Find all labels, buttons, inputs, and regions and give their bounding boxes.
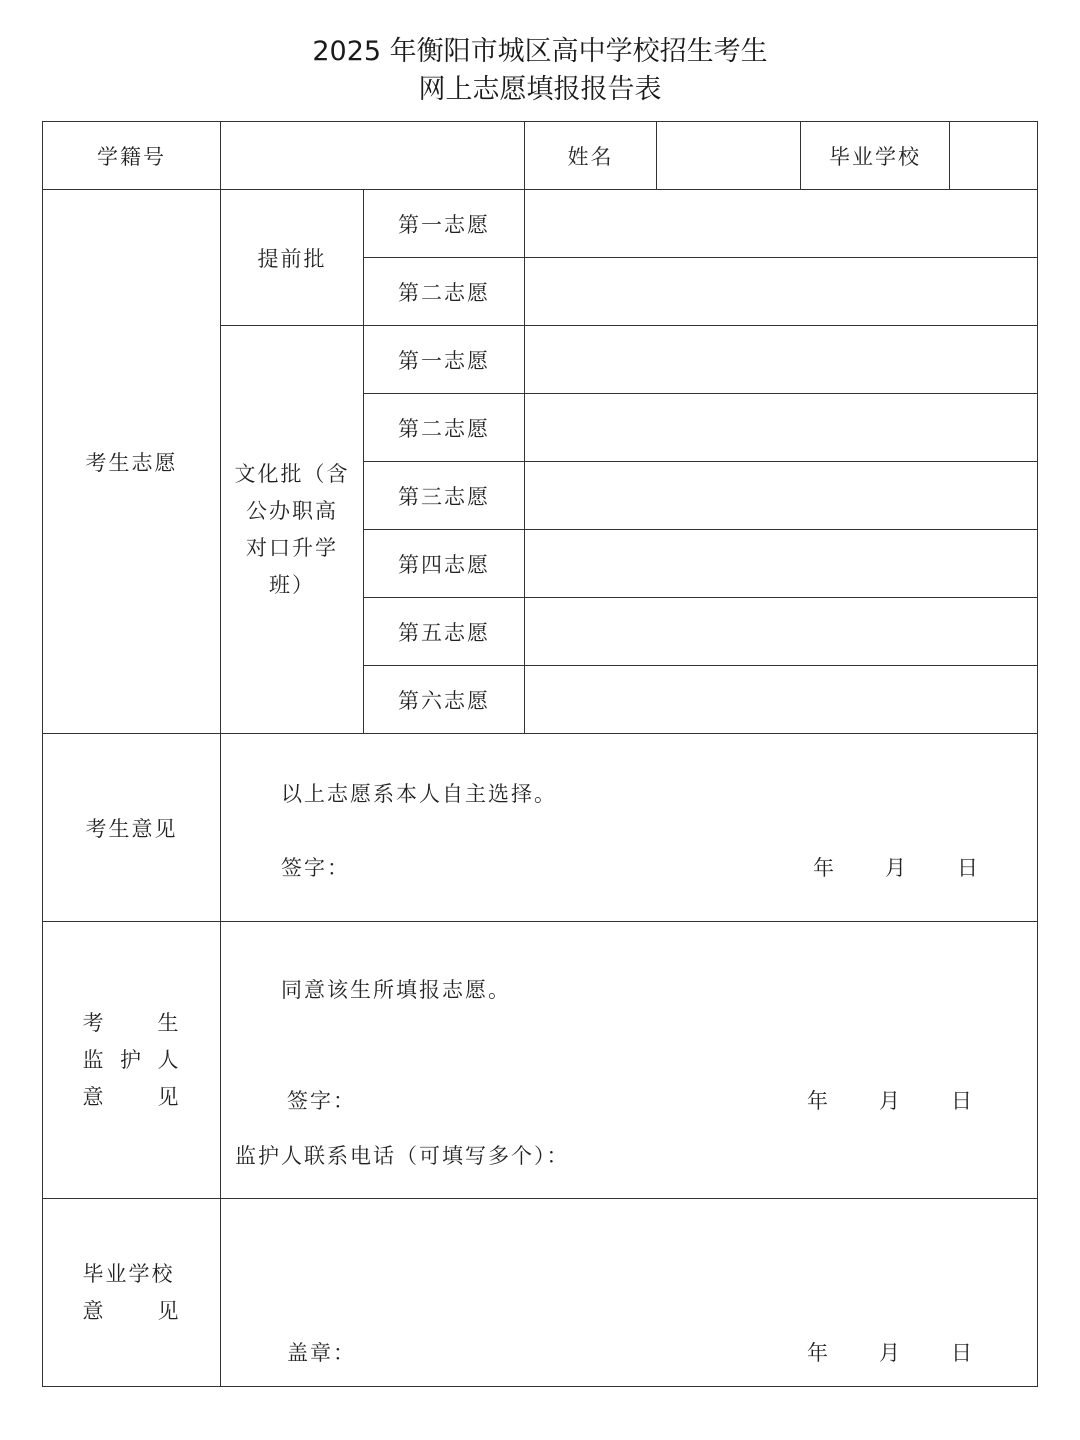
guardian-opinion-label (43, 922, 221, 1199)
student-date-year: 年 (813, 856, 836, 880)
student-signature-field[interactable] (369, 846, 789, 878)
culture-batch-label (221, 326, 364, 734)
school-opinion-cell (221, 1199, 1038, 1387)
early-choice-1-label: 第一志愿 (364, 190, 525, 258)
guardian-date-year: 年 (807, 1089, 830, 1113)
guardian-opinion-statement: 同意该生所填报志愿。 (281, 978, 511, 1002)
culture-batch-label-line: 文化批（含 (234, 461, 350, 486)
culture-choice-5-field[interactable] (525, 598, 1038, 666)
preferences-section-label: 考生志愿 (43, 190, 221, 734)
early-choice-2-field[interactable] (525, 258, 1038, 326)
student-signature-label: 签字： (281, 856, 350, 880)
culture-batch-label-line: 对口升学 (246, 535, 338, 560)
registration-form-table (42, 121, 1038, 1387)
school-opinion-label (43, 1199, 221, 1387)
guardian-label-char: 护 (120, 1047, 143, 1072)
student-opinion-cell (221, 734, 1038, 922)
early-choice-2-label: 第二志愿 (364, 258, 525, 326)
guardian-opinion-cell (221, 922, 1038, 1199)
student-id-field[interactable] (221, 122, 525, 190)
culture-choice-4-field[interactable] (525, 530, 1038, 598)
culture-choice-6-label: 第六志愿 (364, 666, 525, 734)
student-opinion-label: 考生意见 (43, 734, 221, 922)
school-seal-field[interactable] (375, 1331, 785, 1363)
guardian-date-month: 月 (879, 1089, 902, 1113)
guardian-label-char: 生 (157, 1010, 181, 1035)
guardian-label-char: 监 (82, 1047, 106, 1072)
name-label: 姓名 (525, 122, 657, 190)
guardian-phone-field[interactable] (581, 1134, 981, 1166)
guardian-label-char: 见 (157, 1084, 181, 1109)
culture-choice-2-field[interactable] (525, 394, 1038, 462)
guardian-date-day: 日 (951, 1089, 974, 1113)
student-date-day: 日 (957, 856, 980, 880)
culture-choice-1-label: 第一志愿 (364, 326, 525, 394)
culture-choice-6-field[interactable] (525, 666, 1038, 734)
student-id-label: 学籍号 (43, 122, 221, 190)
school-date-year: 年 (807, 1341, 830, 1365)
school-label-char: 意 (82, 1298, 106, 1323)
early-choice-1-field[interactable] (525, 190, 1038, 258)
guardian-label-char: 意 (82, 1084, 106, 1109)
guardian-label-char: 考 (82, 1010, 106, 1035)
guardian-signature-field[interactable] (375, 1079, 785, 1111)
culture-choice-3-label: 第三志愿 (364, 462, 525, 530)
school-label-line: 毕业学校 (82, 1261, 175, 1286)
culture-choice-2-label: 第二志愿 (364, 394, 525, 462)
school-date-month: 月 (879, 1341, 902, 1365)
student-opinion-statement: 以上志愿系本人自主选择。 (281, 782, 557, 806)
culture-batch-label-line: 班） (269, 572, 315, 597)
school-date-day: 日 (951, 1341, 974, 1365)
culture-batch-label-line: 公办职高 (246, 498, 338, 523)
school-label-char: 见 (157, 1298, 181, 1323)
graduating-school-field[interactable] (950, 122, 1038, 190)
guardian-label-char: 人 (157, 1047, 181, 1072)
culture-choice-1-field[interactable] (525, 326, 1038, 394)
culture-choice-4-label: 第四志愿 (364, 530, 525, 598)
guardian-signature-label: 签字： (287, 1089, 356, 1113)
name-field[interactable] (657, 122, 801, 190)
early-batch-label: 提前批 (221, 190, 364, 326)
form-title-line2: 网上志愿填报报告表 (418, 74, 662, 105)
school-seal-label: 盖章： (287, 1341, 356, 1365)
form-title-line1: 2025 年衡阳市城区高中学校招生考生 (312, 36, 768, 67)
culture-choice-5-label: 第五志愿 (364, 598, 525, 666)
culture-choice-3-field[interactable] (525, 462, 1038, 530)
student-date-month: 月 (885, 856, 908, 880)
graduating-school-label: 毕业学校 (801, 122, 950, 190)
guardian-phone-label: 监护人联系电话（可填写多个）： (235, 1144, 570, 1168)
